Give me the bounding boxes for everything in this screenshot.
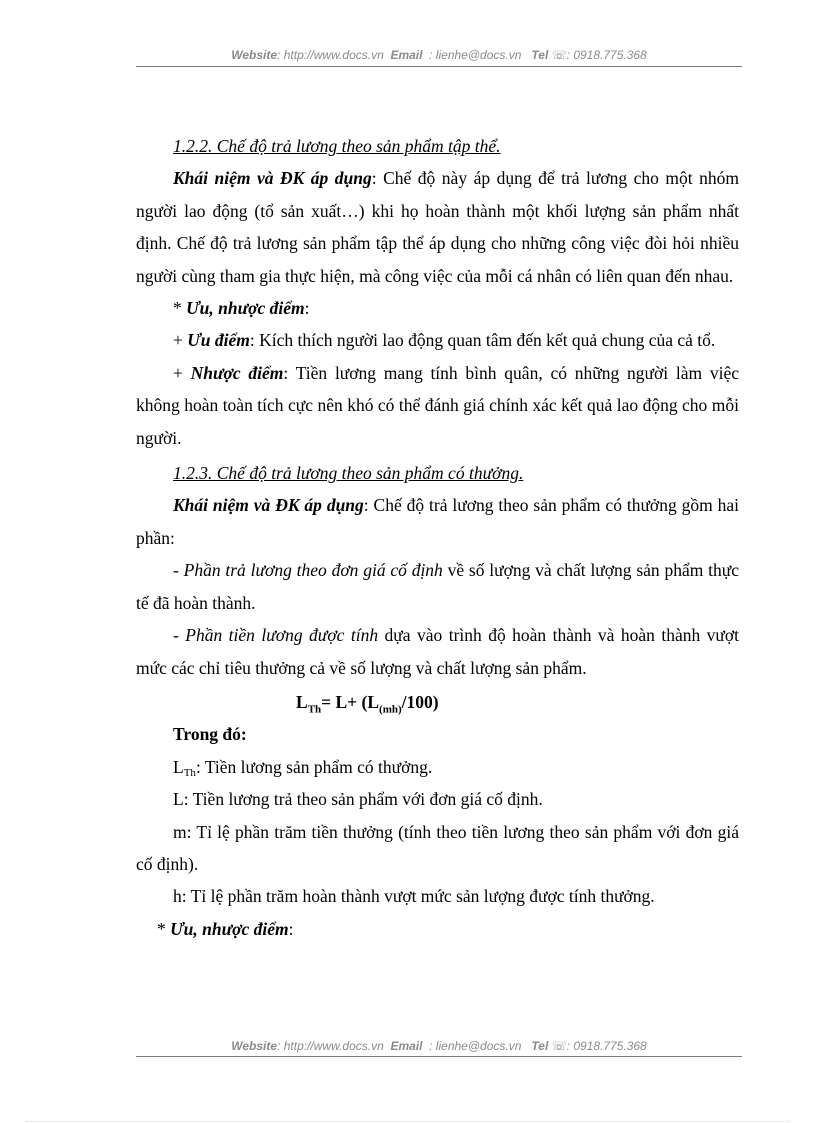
- s122-dis-text: : Tiền lương mang tính bình quân, có những người làm việc không hoàn toàn tích cực nên khó có thể đánh giá chính xác kết quả lao động cho mỗi người.: [136, 362, 740, 448]
- header-tel-number: : 0918.775.368: [566, 48, 647, 62]
- s123-part1-italic: Phần trả lương theo đơn giá cố định: [183, 560, 443, 581]
- header-tel-label: Tel: [531, 48, 549, 62]
- lth-subscript: Th: [183, 766, 196, 779]
- bonus-wage-formula: [136, 686, 739, 718]
- s123-part2-text: dựa vào trình độ hoàn thành và hoàn thành vượt mức các chỉ tiêu thưởng cả về số lượng và chất lượng sản phẩm.: [136, 625, 740, 678]
- s122-dis-prefix: +: [173, 362, 191, 383]
- s123-concept-label: Khái niệm và ĐK áp dụng: [173, 495, 364, 516]
- s122-pros-cons-line: [136, 292, 739, 324]
- header-rule: [136, 66, 742, 67]
- formula-middle: = L+ (L: [321, 691, 380, 712]
- phone-icon: ☏: [551, 1039, 567, 1053]
- footer-rule: [136, 1056, 742, 1057]
- s122-concept-paragraph: [136, 162, 739, 292]
- section-1-2-3-heading: 1.2.3. Chế độ trả lương theo sản phẩm có thưởng.: [173, 463, 524, 484]
- s123-pros-prefix: *: [157, 918, 171, 939]
- s123-part1-text: về số lượng và chất lượng sản phẩm thực tế đã hoàn thành.: [136, 560, 740, 613]
- formula-mh-subscript: (mh): [379, 703, 402, 716]
- phone-icon: ☏: [551, 48, 567, 62]
- s122-concept-label: Khái niệm và ĐK áp dụng: [173, 168, 372, 189]
- footer-tel-label: Tel: [531, 1039, 549, 1053]
- formula-end: /100): [401, 691, 439, 712]
- formula-th-subscript: Th: [307, 703, 322, 716]
- s122-pros-suffix: :: [304, 298, 310, 319]
- footer-website-label: Website: [231, 1039, 278, 1053]
- s123-part1-prefix: -: [173, 560, 184, 581]
- l-definition: L: Tiền lương trả theo sản phẩm với đơn giá cố định.: [173, 789, 543, 810]
- s122-pros-label: Ưu, nhược điểm: [186, 298, 305, 319]
- s122-adv-label: Ưu điểm: [187, 330, 250, 351]
- s123-part2-paragraph: [136, 619, 739, 684]
- s122-advantage-paragraph: [136, 324, 739, 356]
- s122-pros-prefix: *: [173, 298, 187, 319]
- document-body: [136, 130, 739, 945]
- page-bottom-dotted-border: [26, 1121, 790, 1122]
- page-header: [136, 48, 742, 68]
- header-email-label: Email: [390, 48, 423, 62]
- s123-pros-cons-line: [136, 913, 739, 945]
- s123-part2-italic: Phần tiền lương được tính: [185, 625, 379, 646]
- where-label: Trong đó:: [173, 724, 247, 745]
- header-website-url[interactable]: : http://www.docs.vn: [277, 48, 384, 62]
- s123-pros-label: Ưu, nhược điểm: [170, 918, 289, 939]
- s123-pros-suffix: :: [288, 918, 294, 939]
- footer-email-address[interactable]: : lienhe@docs.vn: [429, 1039, 522, 1053]
- s123-part2-prefix: -: [173, 625, 186, 646]
- formula-L: L: [296, 691, 308, 712]
- footer-email-label: Email: [390, 1039, 423, 1053]
- s122-disadvantage-paragraph: [136, 357, 739, 454]
- s123-part1-paragraph: [136, 554, 739, 619]
- s122-dis-label: Nhược điểm: [190, 362, 284, 383]
- footer-website-url[interactable]: : http://www.docs.vn: [277, 1039, 384, 1053]
- s123-concept-text: : Chế độ trả lương theo sản phẩm có thưởng gồm hai phần:: [136, 495, 739, 548]
- s123-concept-paragraph: [136, 489, 739, 554]
- h-definition: h: Tỉ lệ phần trăm hoàn thành vượt mức sản lượng được tính thưởng.: [173, 886, 655, 907]
- header-email-address[interactable]: : lienhe@docs.vn: [429, 48, 522, 62]
- footer-tel-number: : 0918.775.368: [566, 1039, 647, 1053]
- lth-L: L: [173, 756, 184, 777]
- s122-adv-prefix: +: [173, 330, 188, 351]
- lth-text: : Tiền lương sản phẩm có thưởng.: [195, 756, 433, 777]
- lth-definition: [173, 751, 739, 783]
- s122-concept-text: : Chế độ này áp dụng để trả lương cho một nhóm người lao động (tổ sản xuất…) khi họ hoàn thành một khối lượng sản phẩm nhất định. Chế độ trả lương sản phẩm tập thể áp dụng cho những công việc đòi hỏi nhiều người cùng tham gia thực hiện, mà công việc của mỗi cá nhân có liên quan đến nhau.: [136, 168, 739, 286]
- s122-adv-text: : Kích thích người lao động quan tâm đến kết quả chung của cả tổ.: [249, 330, 716, 351]
- section-1-2-2-heading: 1.2.2. Chế độ trả lương theo sản phẩm tập thể.: [173, 136, 501, 156]
- m-definition: m: Tỉ lệ phần trăm tiền thưởng (tính theo tiền lương theo sản phẩm với đơn giá cố định).: [136, 821, 739, 874]
- header-website-label: Website: [231, 48, 278, 62]
